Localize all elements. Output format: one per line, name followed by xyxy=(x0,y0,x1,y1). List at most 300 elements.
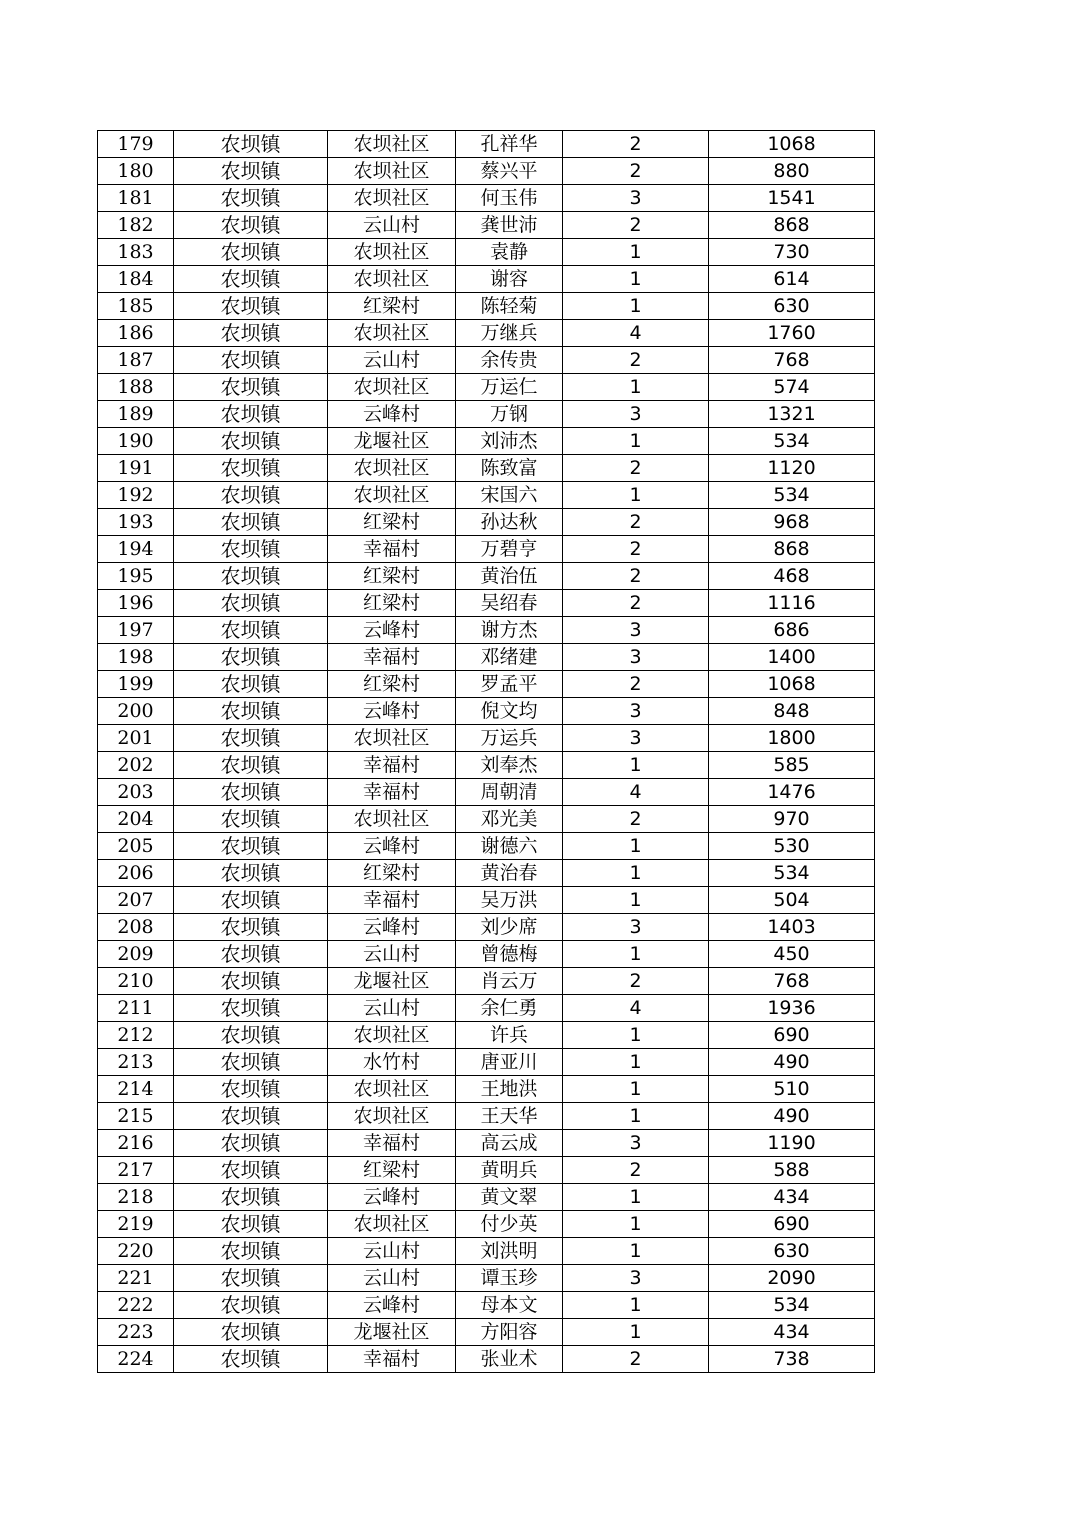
town-cell: 农坝镇 xyxy=(174,509,328,536)
row-number-cell: 183 xyxy=(98,239,174,266)
town-cell: 农坝镇 xyxy=(174,1184,328,1211)
row-number-cell: 186 xyxy=(98,320,174,347)
town-cell: 农坝镇 xyxy=(174,428,328,455)
table-row xyxy=(98,968,875,995)
amount-cell: 868 xyxy=(709,212,875,239)
table-row xyxy=(98,1292,875,1319)
amount-cell: 868 xyxy=(709,536,875,563)
name-cell: 肖云万 xyxy=(456,968,563,995)
village-cell: 龙堰社区 xyxy=(328,968,456,995)
name-cell: 许兵 xyxy=(456,1022,563,1049)
count-cell: 2 xyxy=(563,212,709,239)
row-number-cell: 202 xyxy=(98,752,174,779)
table-row xyxy=(98,671,875,698)
row-number-cell: 198 xyxy=(98,644,174,671)
count-cell: 1 xyxy=(563,833,709,860)
count-cell: 1 xyxy=(563,1022,709,1049)
table-row xyxy=(98,941,875,968)
name-cell: 刘奉杰 xyxy=(456,752,563,779)
row-number-cell: 203 xyxy=(98,779,174,806)
town-cell: 农坝镇 xyxy=(174,779,328,806)
row-number-cell: 188 xyxy=(98,374,174,401)
row-number-cell: 181 xyxy=(98,185,174,212)
table-row xyxy=(98,1103,875,1130)
village-cell: 幸福村 xyxy=(328,1130,456,1157)
town-cell: 农坝镇 xyxy=(174,806,328,833)
village-cell: 农坝社区 xyxy=(328,131,456,158)
row-number-cell: 215 xyxy=(98,1103,174,1130)
count-cell: 3 xyxy=(563,1265,709,1292)
amount-cell: 574 xyxy=(709,374,875,401)
count-cell: 1 xyxy=(563,293,709,320)
count-cell: 2 xyxy=(563,806,709,833)
name-cell: 黄治伍 xyxy=(456,563,563,590)
name-cell: 王地洪 xyxy=(456,1076,563,1103)
name-cell: 陈轻菊 xyxy=(456,293,563,320)
town-cell: 农坝镇 xyxy=(174,266,328,293)
village-cell: 农坝社区 xyxy=(328,455,456,482)
name-cell: 万运仁 xyxy=(456,374,563,401)
count-cell: 3 xyxy=(563,185,709,212)
row-number-cell: 180 xyxy=(98,158,174,185)
row-number-cell: 211 xyxy=(98,995,174,1022)
town-cell: 农坝镇 xyxy=(174,1238,328,1265)
count-cell: 2 xyxy=(563,158,709,185)
table-row xyxy=(98,293,875,320)
row-number-cell: 219 xyxy=(98,1211,174,1238)
name-cell: 谢容 xyxy=(456,266,563,293)
count-cell: 1 xyxy=(563,239,709,266)
amount-cell: 534 xyxy=(709,860,875,887)
name-cell: 曾德梅 xyxy=(456,941,563,968)
amount-cell: 450 xyxy=(709,941,875,968)
row-number-cell: 216 xyxy=(98,1130,174,1157)
town-cell: 农坝镇 xyxy=(174,1346,328,1373)
village-cell: 云山村 xyxy=(328,1265,456,1292)
table-row xyxy=(98,401,875,428)
village-cell: 农坝社区 xyxy=(328,158,456,185)
amount-cell: 468 xyxy=(709,563,875,590)
village-cell: 幸福村 xyxy=(328,887,456,914)
name-cell: 邓光美 xyxy=(456,806,563,833)
name-cell: 孙达秋 xyxy=(456,509,563,536)
amount-cell: 530 xyxy=(709,833,875,860)
table-row xyxy=(98,1076,875,1103)
count-cell: 1 xyxy=(563,1049,709,1076)
table-row xyxy=(98,536,875,563)
count-cell: 2 xyxy=(563,455,709,482)
name-cell: 万碧亨 xyxy=(456,536,563,563)
count-cell: 2 xyxy=(563,536,709,563)
table-row xyxy=(98,644,875,671)
count-cell: 1 xyxy=(563,374,709,401)
row-number-cell: 182 xyxy=(98,212,174,239)
row-number-cell: 205 xyxy=(98,833,174,860)
amount-cell: 690 xyxy=(709,1022,875,1049)
village-cell: 红梁村 xyxy=(328,590,456,617)
amount-cell: 2090 xyxy=(709,1265,875,1292)
town-cell: 农坝镇 xyxy=(174,1292,328,1319)
row-number-cell: 195 xyxy=(98,563,174,590)
town-cell: 农坝镇 xyxy=(174,941,328,968)
row-number-cell: 191 xyxy=(98,455,174,482)
name-cell: 谢德六 xyxy=(456,833,563,860)
town-cell: 农坝镇 xyxy=(174,1265,328,1292)
amount-cell: 1760 xyxy=(709,320,875,347)
count-cell: 2 xyxy=(563,509,709,536)
town-cell: 农坝镇 xyxy=(174,131,328,158)
village-cell: 农坝社区 xyxy=(328,725,456,752)
count-cell: 2 xyxy=(563,968,709,995)
name-cell: 刘少席 xyxy=(456,914,563,941)
row-number-cell: 189 xyxy=(98,401,174,428)
village-cell: 农坝社区 xyxy=(328,374,456,401)
town-cell: 农坝镇 xyxy=(174,1130,328,1157)
table-row xyxy=(98,509,875,536)
name-cell: 刘沛杰 xyxy=(456,428,563,455)
count-cell: 1 xyxy=(563,1238,709,1265)
row-number-cell: 209 xyxy=(98,941,174,968)
row-number-cell: 184 xyxy=(98,266,174,293)
table-row xyxy=(98,131,875,158)
table-row xyxy=(98,698,875,725)
table-row xyxy=(98,185,875,212)
village-cell: 云峰村 xyxy=(328,1184,456,1211)
name-cell: 陈致富 xyxy=(456,455,563,482)
row-number-cell: 212 xyxy=(98,1022,174,1049)
village-cell: 红梁村 xyxy=(328,671,456,698)
name-cell: 蔡兴平 xyxy=(456,158,563,185)
row-number-cell: 194 xyxy=(98,536,174,563)
name-cell: 黄明兵 xyxy=(456,1157,563,1184)
amount-cell: 1476 xyxy=(709,779,875,806)
amount-cell: 614 xyxy=(709,266,875,293)
count-cell: 2 xyxy=(563,590,709,617)
town-cell: 农坝镇 xyxy=(174,1022,328,1049)
row-number-cell: 185 xyxy=(98,293,174,320)
village-cell: 农坝社区 xyxy=(328,1076,456,1103)
town-cell: 农坝镇 xyxy=(174,995,328,1022)
count-cell: 3 xyxy=(563,698,709,725)
table-row xyxy=(98,1157,875,1184)
town-cell: 农坝镇 xyxy=(174,833,328,860)
table-row xyxy=(98,1022,875,1049)
town-cell: 农坝镇 xyxy=(174,185,328,212)
table-row xyxy=(98,428,875,455)
name-cell: 王天华 xyxy=(456,1103,563,1130)
table-row xyxy=(98,1211,875,1238)
town-cell: 农坝镇 xyxy=(174,1076,328,1103)
amount-cell: 968 xyxy=(709,509,875,536)
count-cell: 2 xyxy=(563,347,709,374)
village-cell: 幸福村 xyxy=(328,752,456,779)
town-cell: 农坝镇 xyxy=(174,1049,328,1076)
village-cell: 红梁村 xyxy=(328,293,456,320)
table-row xyxy=(98,1346,875,1373)
amount-cell: 1403 xyxy=(709,914,875,941)
table-row xyxy=(98,455,875,482)
amount-cell: 1068 xyxy=(709,131,875,158)
amount-cell: 848 xyxy=(709,698,875,725)
village-cell: 幸福村 xyxy=(328,536,456,563)
amount-cell: 1120 xyxy=(709,455,875,482)
name-cell: 谢方杰 xyxy=(456,617,563,644)
table-row xyxy=(98,1238,875,1265)
table-row xyxy=(98,779,875,806)
town-cell: 农坝镇 xyxy=(174,1157,328,1184)
table-row xyxy=(98,482,875,509)
town-cell: 农坝镇 xyxy=(174,968,328,995)
count-cell: 4 xyxy=(563,779,709,806)
table-row xyxy=(98,914,875,941)
name-cell: 张业术 xyxy=(456,1346,563,1373)
amount-cell: 510 xyxy=(709,1076,875,1103)
count-cell: 2 xyxy=(563,1346,709,1373)
count-cell: 1 xyxy=(563,1103,709,1130)
village-cell: 幸福村 xyxy=(328,644,456,671)
town-cell: 农坝镇 xyxy=(174,293,328,320)
village-cell: 幸福村 xyxy=(328,779,456,806)
table-row xyxy=(98,347,875,374)
row-number-cell: 190 xyxy=(98,428,174,455)
count-cell: 1 xyxy=(563,941,709,968)
name-cell: 付少英 xyxy=(456,1211,563,1238)
count-cell: 3 xyxy=(563,914,709,941)
row-number-cell: 208 xyxy=(98,914,174,941)
name-cell: 万继兵 xyxy=(456,320,563,347)
count-cell: 1 xyxy=(563,482,709,509)
village-cell: 云山村 xyxy=(328,995,456,1022)
table-row xyxy=(98,833,875,860)
village-cell: 农坝社区 xyxy=(328,266,456,293)
village-cell: 红梁村 xyxy=(328,860,456,887)
name-cell: 吴绍春 xyxy=(456,590,563,617)
village-cell: 龙堰社区 xyxy=(328,428,456,455)
amount-cell: 630 xyxy=(709,1238,875,1265)
name-cell: 倪文均 xyxy=(456,698,563,725)
name-cell: 方阳容 xyxy=(456,1319,563,1346)
name-cell: 余仁勇 xyxy=(456,995,563,1022)
village-cell: 云峰村 xyxy=(328,617,456,644)
amount-cell: 730 xyxy=(709,239,875,266)
name-cell: 黄文翠 xyxy=(456,1184,563,1211)
amount-cell: 1936 xyxy=(709,995,875,1022)
town-cell: 农坝镇 xyxy=(174,1211,328,1238)
count-cell: 3 xyxy=(563,725,709,752)
row-number-cell: 204 xyxy=(98,806,174,833)
amount-cell: 534 xyxy=(709,428,875,455)
town-cell: 农坝镇 xyxy=(174,887,328,914)
count-cell: 2 xyxy=(563,671,709,698)
count-cell: 3 xyxy=(563,644,709,671)
count-cell: 3 xyxy=(563,617,709,644)
town-cell: 农坝镇 xyxy=(174,698,328,725)
village-cell: 云峰村 xyxy=(328,401,456,428)
town-cell: 农坝镇 xyxy=(174,482,328,509)
count-cell: 2 xyxy=(563,563,709,590)
row-number-cell: 196 xyxy=(98,590,174,617)
row-number-cell: 187 xyxy=(98,347,174,374)
village-cell: 水竹村 xyxy=(328,1049,456,1076)
town-cell: 农坝镇 xyxy=(174,320,328,347)
town-cell: 农坝镇 xyxy=(174,563,328,590)
amount-cell: 970 xyxy=(709,806,875,833)
amount-cell: 880 xyxy=(709,158,875,185)
table-row xyxy=(98,995,875,1022)
amount-cell: 434 xyxy=(709,1319,875,1346)
name-cell: 余传贵 xyxy=(456,347,563,374)
table-row xyxy=(98,158,875,185)
amount-cell: 504 xyxy=(709,887,875,914)
name-cell: 罗孟平 xyxy=(456,671,563,698)
table-row xyxy=(98,725,875,752)
town-cell: 农坝镇 xyxy=(174,914,328,941)
count-cell: 1 xyxy=(563,887,709,914)
row-number-cell: 193 xyxy=(98,509,174,536)
table-row xyxy=(98,563,875,590)
village-cell: 农坝社区 xyxy=(328,239,456,266)
name-cell: 龚世沛 xyxy=(456,212,563,239)
name-cell: 黄治春 xyxy=(456,860,563,887)
table-row xyxy=(98,1049,875,1076)
amount-cell: 1190 xyxy=(709,1130,875,1157)
table-row xyxy=(98,266,875,293)
count-cell: 1 xyxy=(563,428,709,455)
town-cell: 农坝镇 xyxy=(174,374,328,401)
name-cell: 母本文 xyxy=(456,1292,563,1319)
amount-cell: 585 xyxy=(709,752,875,779)
count-cell: 4 xyxy=(563,995,709,1022)
count-cell: 2 xyxy=(563,131,709,158)
table-row xyxy=(98,617,875,644)
village-cell: 农坝社区 xyxy=(328,1103,456,1130)
name-cell: 周朝清 xyxy=(456,779,563,806)
village-cell: 红梁村 xyxy=(328,563,456,590)
count-cell: 1 xyxy=(563,1211,709,1238)
town-cell: 农坝镇 xyxy=(174,1103,328,1130)
name-cell: 万钢 xyxy=(456,401,563,428)
village-cell: 龙堰社区 xyxy=(328,1319,456,1346)
town-cell: 农坝镇 xyxy=(174,347,328,374)
village-cell: 红梁村 xyxy=(328,509,456,536)
amount-cell: 690 xyxy=(709,1211,875,1238)
village-cell: 云峰村 xyxy=(328,833,456,860)
village-cell: 农坝社区 xyxy=(328,806,456,833)
row-number-cell: 200 xyxy=(98,698,174,725)
village-cell: 农坝社区 xyxy=(328,1211,456,1238)
count-cell: 4 xyxy=(563,320,709,347)
count-cell: 1 xyxy=(563,266,709,293)
count-cell: 1 xyxy=(563,1076,709,1103)
amount-cell: 1068 xyxy=(709,671,875,698)
name-cell: 高云成 xyxy=(456,1130,563,1157)
count-cell: 1 xyxy=(563,1184,709,1211)
count-cell: 1 xyxy=(563,860,709,887)
village-cell: 云山村 xyxy=(328,347,456,374)
town-cell: 农坝镇 xyxy=(174,401,328,428)
village-cell: 云山村 xyxy=(328,1238,456,1265)
row-number-cell: 206 xyxy=(98,860,174,887)
name-cell: 孔祥华 xyxy=(456,131,563,158)
table-row xyxy=(98,806,875,833)
row-number-cell: 213 xyxy=(98,1049,174,1076)
amount-cell: 768 xyxy=(709,347,875,374)
village-cell: 农坝社区 xyxy=(328,320,456,347)
row-number-cell: 192 xyxy=(98,482,174,509)
count-cell: 3 xyxy=(563,1130,709,1157)
name-cell: 唐亚川 xyxy=(456,1049,563,1076)
amount-cell: 490 xyxy=(709,1049,875,1076)
row-number-cell: 217 xyxy=(98,1157,174,1184)
village-cell: 农坝社区 xyxy=(328,185,456,212)
village-cell: 农坝社区 xyxy=(328,1022,456,1049)
row-number-cell: 214 xyxy=(98,1076,174,1103)
row-number-cell: 222 xyxy=(98,1292,174,1319)
village-cell: 云山村 xyxy=(328,941,456,968)
amount-cell: 768 xyxy=(709,968,875,995)
town-cell: 农坝镇 xyxy=(174,752,328,779)
table-row xyxy=(98,1184,875,1211)
row-number-cell: 220 xyxy=(98,1238,174,1265)
count-cell: 3 xyxy=(563,401,709,428)
town-cell: 农坝镇 xyxy=(174,158,328,185)
town-cell: 农坝镇 xyxy=(174,725,328,752)
name-cell: 邓绪建 xyxy=(456,644,563,671)
name-cell: 何玉伟 xyxy=(456,185,563,212)
town-cell: 农坝镇 xyxy=(174,644,328,671)
row-number-cell: 199 xyxy=(98,671,174,698)
count-cell: 1 xyxy=(563,1292,709,1319)
amount-cell: 630 xyxy=(709,293,875,320)
name-cell: 宋国六 xyxy=(456,482,563,509)
town-cell: 农坝镇 xyxy=(174,617,328,644)
town-cell: 农坝镇 xyxy=(174,212,328,239)
name-cell: 万运兵 xyxy=(456,725,563,752)
count-cell: 1 xyxy=(563,752,709,779)
name-cell: 吴万洪 xyxy=(456,887,563,914)
amount-cell: 534 xyxy=(709,482,875,509)
amount-cell: 434 xyxy=(709,1184,875,1211)
table-row xyxy=(98,320,875,347)
table-row xyxy=(98,212,875,239)
town-cell: 农坝镇 xyxy=(174,590,328,617)
village-cell: 云山村 xyxy=(328,212,456,239)
table-body xyxy=(98,131,875,1373)
village-cell: 云峰村 xyxy=(328,1292,456,1319)
row-number-cell: 201 xyxy=(98,725,174,752)
village-cell: 红梁村 xyxy=(328,1157,456,1184)
amount-cell: 534 xyxy=(709,1292,875,1319)
amount-cell: 738 xyxy=(709,1346,875,1373)
row-number-cell: 197 xyxy=(98,617,174,644)
row-number-cell: 218 xyxy=(98,1184,174,1211)
row-number-cell: 179 xyxy=(98,131,174,158)
amount-cell: 686 xyxy=(709,617,875,644)
name-cell: 刘洪明 xyxy=(456,1238,563,1265)
town-cell: 农坝镇 xyxy=(174,1319,328,1346)
table-row xyxy=(98,239,875,266)
row-number-cell: 207 xyxy=(98,887,174,914)
data-table xyxy=(97,130,875,1373)
table-row xyxy=(98,1265,875,1292)
amount-cell: 588 xyxy=(709,1157,875,1184)
village-cell: 幸福村 xyxy=(328,1346,456,1373)
table-row xyxy=(98,752,875,779)
town-cell: 农坝镇 xyxy=(174,671,328,698)
amount-cell: 1116 xyxy=(709,590,875,617)
town-cell: 农坝镇 xyxy=(174,536,328,563)
town-cell: 农坝镇 xyxy=(174,239,328,266)
